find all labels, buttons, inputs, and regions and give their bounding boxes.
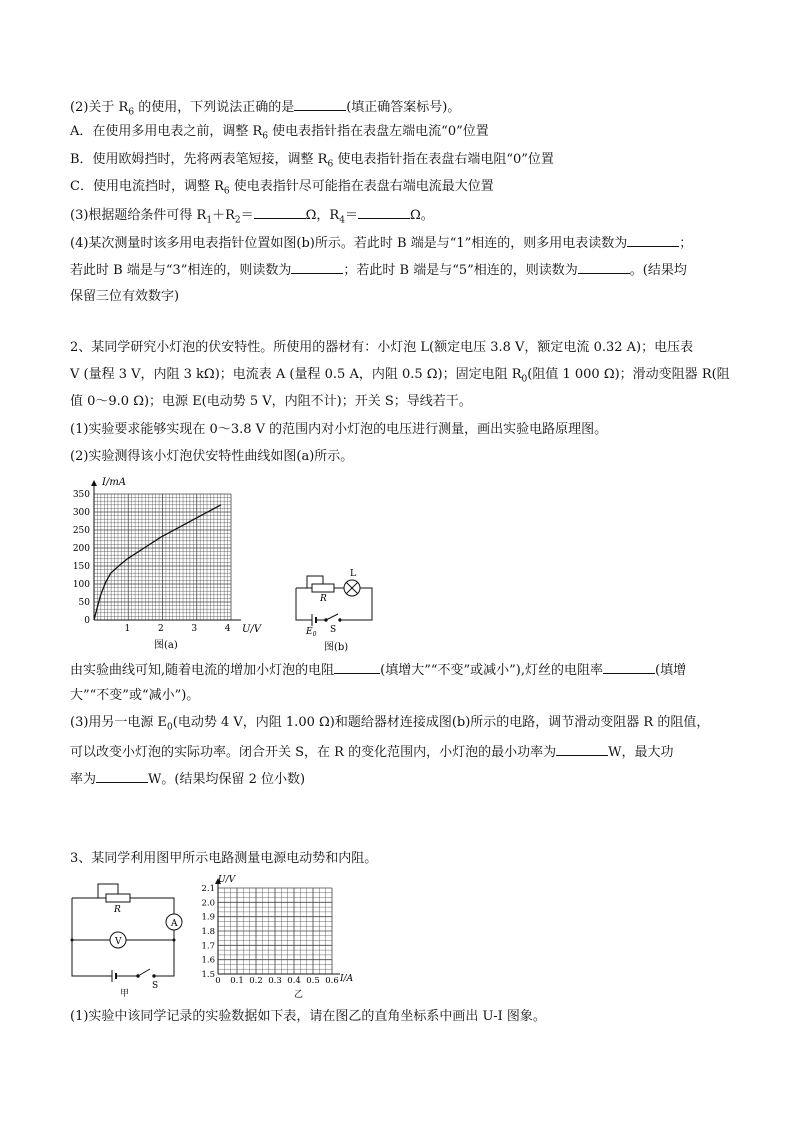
q1-option-b: B．使用欧姆挡时，先将两表笔短接，调整 $R_6$ 使电表指针指在表盘右端电阻“0”位置 bbox=[70, 152, 554, 170]
y-axis-label: I/mA bbox=[102, 477, 127, 488]
q2-stem-line2: V (量程 3 V，内阻 3 kΩ)；电流表 A (量程 0.5 A，内阻 0.5 Ω)；固定电阻 $R_0$(阻值 1 000 Ω)；滑动变阻器 R(阻 bbox=[70, 367, 730, 385]
rheostat-r bbox=[312, 584, 334, 592]
x-tick-label: 0.2 bbox=[249, 976, 263, 986]
q1-option-c: C．使用电流挡时，调整 $R_6$ 使电表指针尽可能指在表盘右端电流最大位置 bbox=[70, 179, 494, 197]
q2-conclusion-line2: 大”“不变”或“减小”)。 bbox=[70, 688, 200, 703]
chart-grid bbox=[91, 480, 241, 620]
q1-option-a: A．在使用多用电表之前，调整 $R_6$ 使电表指针指在表盘左端电流“0”位置 bbox=[70, 124, 489, 142]
x-tick-label: 4 bbox=[224, 624, 231, 634]
q1-part2: (2)关于 $R_6$ 的使用，下列说法正确的是 (填正确答案标号)。 bbox=[70, 97, 460, 122]
switch-s bbox=[138, 969, 150, 976]
svg-text:R: R bbox=[114, 905, 121, 915]
x-tick-label: 0.5 bbox=[306, 976, 320, 986]
y-tick-label: 100 bbox=[72, 580, 90, 590]
x-tick-label: 3 bbox=[191, 624, 198, 634]
x-tick-label: 0.4 bbox=[287, 976, 301, 986]
x-tick-label: 0 bbox=[215, 976, 221, 986]
answer-blank[interactable] bbox=[603, 660, 655, 674]
svg-text:S: S bbox=[330, 625, 337, 635]
figure-a-iu-chart bbox=[62, 474, 274, 652]
y-tick-label: 1.9 bbox=[201, 912, 215, 923]
q1-part4-line2: 若此时 B 端是与“3”相连的，则读数为 ；若此时 B 端是与“5”相连的，则读数为 。(结果均 bbox=[70, 260, 687, 280]
y-tick-label: 1.7 bbox=[201, 941, 215, 952]
answer-blank[interactable] bbox=[556, 742, 608, 756]
svg-text:L: L bbox=[350, 569, 356, 579]
q1-part3: (3)根据题给条件可得 $R_1+R_2= \Omega$，$R_4= \Omega$。 bbox=[70, 205, 434, 230]
x-axis-label: I/A bbox=[340, 974, 354, 984]
figure-b-circuit bbox=[290, 568, 390, 654]
figure-caption: 乙 bbox=[294, 990, 304, 1000]
figure-3a-circuit bbox=[66, 876, 190, 998]
svg-text:E0: $E_0$ bbox=[306, 627, 317, 638]
y-tick-label: 2.1 bbox=[201, 884, 215, 894]
y-tick-label: 2.0 bbox=[201, 898, 215, 909]
q2-part3-line1: (3)用另一电源 $E_0$(电动势 4 V，内阻 1.00 Ω)和题给器材连接成图(b)所示的电路，调节滑动变阻器 R 的阻值， bbox=[70, 715, 710, 733]
figure-caption: 甲 bbox=[120, 989, 130, 998]
y-tick-label: 0 bbox=[84, 616, 90, 626]
y-tick-label: 1.8 bbox=[201, 927, 215, 937]
x-tick-label: 1 bbox=[124, 624, 131, 634]
figure-caption: 图(b) bbox=[324, 642, 349, 653]
y-tick-label: 50 bbox=[78, 598, 90, 608]
q2-stem-line1: 2、某同学研究小灯泡的伏安特性。所使用的器材有：小灯泡 L(额定电压 3.8 V，额定电流 0.32 A)；电压表 bbox=[70, 340, 694, 355]
x-tick-label: 0.1 bbox=[230, 976, 244, 986]
answer-blank[interactable] bbox=[96, 769, 148, 783]
answer-blank[interactable] bbox=[254, 205, 306, 219]
y-tick-label: 1.6 bbox=[201, 955, 215, 966]
figure-3b-ui-chart bbox=[190, 872, 365, 1000]
answer-blank[interactable] bbox=[291, 260, 343, 274]
chart-grid bbox=[215, 878, 340, 974]
y-tick-label: 300 bbox=[72, 508, 90, 518]
answer-blank[interactable] bbox=[627, 233, 679, 247]
svg-text:A: A bbox=[171, 919, 178, 929]
y-axis-label: U/V bbox=[218, 875, 236, 885]
rheostat-r bbox=[106, 894, 130, 902]
y-tick-label: 1.5 bbox=[201, 970, 215, 980]
y-tick-label: 350 bbox=[72, 490, 90, 500]
q2-part3-line3: 率为 W。(结果均保留 2 位小数) bbox=[70, 769, 305, 789]
svg-text:V: V bbox=[115, 937, 122, 947]
figure-caption: 图(a) bbox=[154, 640, 178, 651]
x-tick-label: 2 bbox=[157, 624, 164, 634]
q3-stem: 3、某同学利用图甲所示电路测量电源电动势和内阻。 bbox=[70, 851, 378, 866]
answer-blank[interactable] bbox=[294, 97, 346, 111]
q1-part4-line3: 保留三位有效数字) bbox=[70, 289, 180, 304]
q3-part1: (1)实验中该同学记录的实验数据如下表，请在图乙的直角坐标系中画出 U-I 图象。 bbox=[70, 1009, 546, 1024]
y-tick-label: 200 bbox=[72, 544, 90, 554]
q2-part3-line2: 可以改变小灯泡的实际功率。闭合开关 S，在 R 的变化范围内，小灯泡的最小功率为 W，最大功 bbox=[70, 742, 673, 762]
x-axis-label: U/V bbox=[242, 624, 262, 635]
x-tick-label: 0.3 bbox=[268, 976, 282, 986]
svg-text:R: R bbox=[320, 594, 327, 604]
q2-part1: (1)实验要求能够实现在 0～3.8 V 的范围内对小灯泡的电压进行测量，画出实验电路原理图。 bbox=[70, 422, 608, 437]
answer-blank[interactable] bbox=[334, 660, 380, 674]
y-tick-label: 150 bbox=[72, 562, 90, 572]
answer-blank[interactable] bbox=[358, 205, 410, 219]
q2-conclusion-line1: 由实验曲线可知,随着电流的增加小灯泡的电阻 (填增大”“不变”或减小”),灯丝的电阻率 (填增 bbox=[70, 660, 686, 680]
y-tick-label: 250 bbox=[72, 526, 90, 536]
svg-text:S: S bbox=[152, 981, 159, 991]
answer-blank[interactable] bbox=[578, 260, 630, 274]
x-tick-label: 0.6 bbox=[325, 976, 339, 986]
q2-part2: (2)实验测得该小灯泡伏安特性曲线如图(a)所示。 bbox=[70, 449, 354, 464]
q2-stem-line3: 值 0～9.0 Ω)；电源 E(电动势 5 V，内阻不计)；开关 S；导线若干。 bbox=[70, 394, 472, 409]
q1-part4-line1: (4)某次测量时该多用电表指针位置如图(b)所示。若此时 B 端是与“1”相连的，则多用电表读数为 ； bbox=[70, 233, 692, 253]
y-axis-arrow bbox=[91, 480, 97, 486]
switch-s bbox=[326, 614, 338, 620]
